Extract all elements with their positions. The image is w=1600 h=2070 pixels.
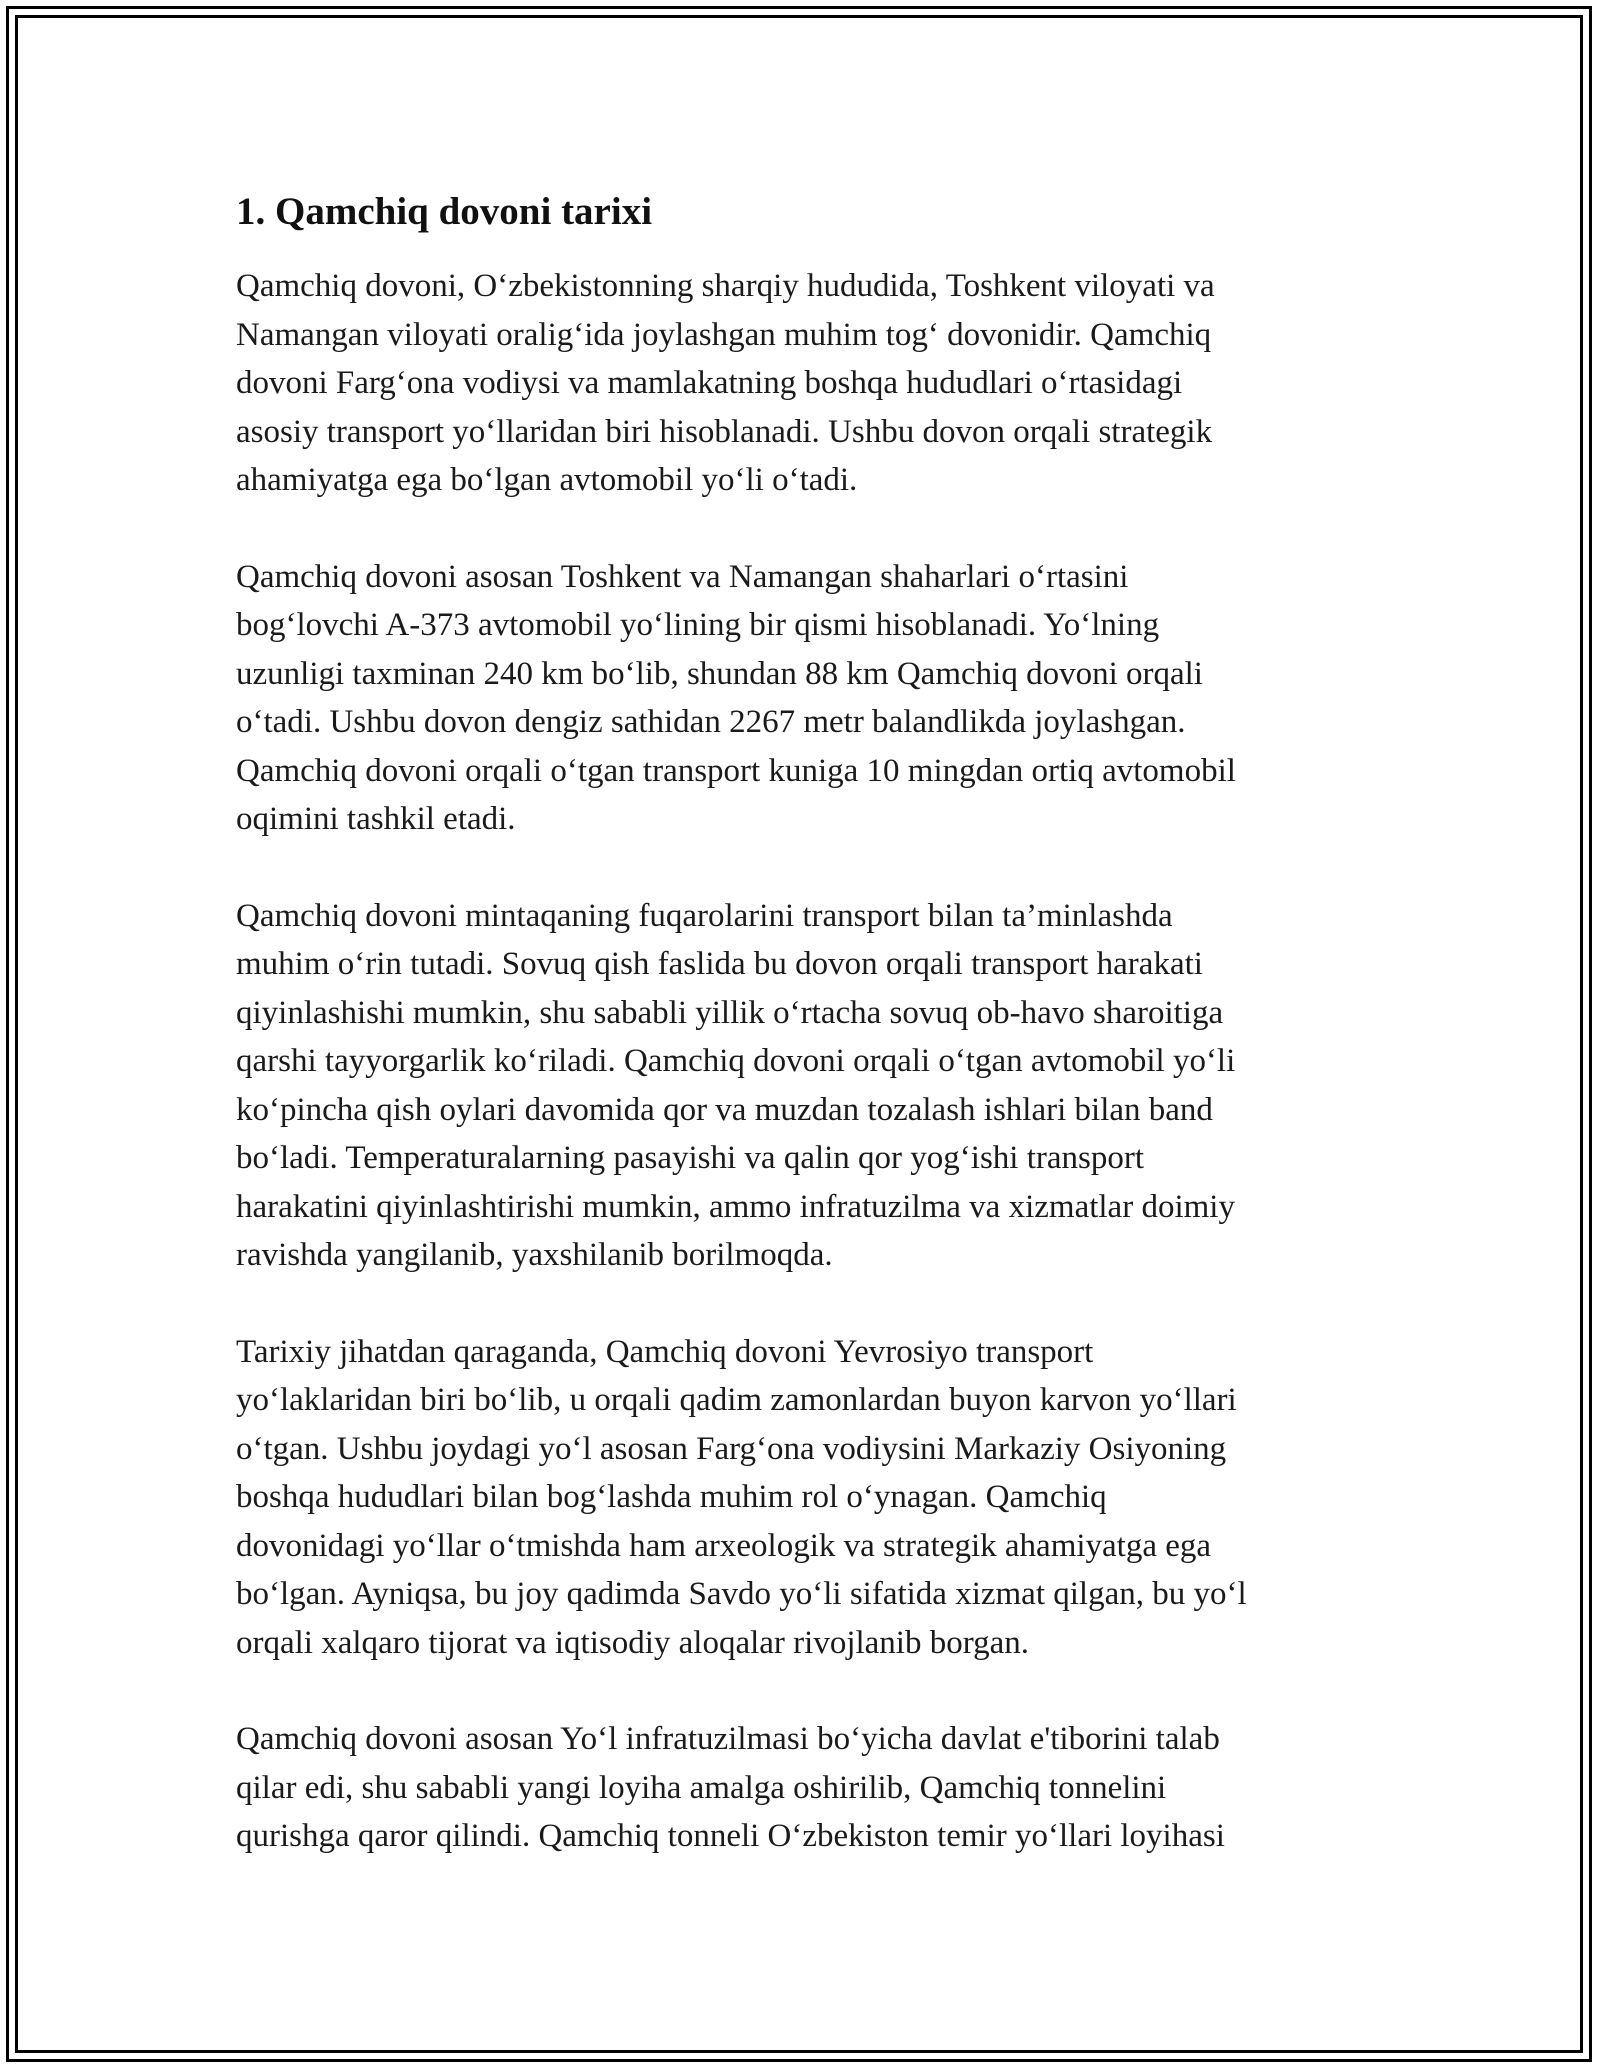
text-line: ko‘pincha qish oylari davomida qor va muzdan tozalash ishlari bilan band [236, 1091, 1213, 1128]
text-line: uzunligi taxminan 240 km bo‘lib, shundan 88 km Qamchiq dovoni orqali [236, 655, 1203, 692]
text-line: Qamchiq dovoni, O‘zbekistonning sharqiy hududida, Toshkent viloyati va [236, 268, 1215, 304]
paragraph-5 [236, 1715, 1376, 1861]
paragraph-1 [236, 262, 1376, 505]
text-line: o‘tadi. Ushbu dovon dengiz sathidan 2267 metr balandlikda joylashgan. [236, 704, 1186, 740]
text-line: qilar edi, shu sababli yangi loyiha amalga oshirilib, Qamchiq tonnelini [236, 1769, 1167, 1806]
text-line: oqimini tashkil etadi. [236, 801, 516, 837]
paragraph-4 [236, 1328, 1376, 1668]
text-line: qurishga qaror qilindi. Qamchiq tonneli O‘zbekiston temir yo‘llari loyihasi [236, 1818, 1225, 1854]
text-line: ravishda yangilanib, yaxshilanib borilmoqda. [236, 1237, 833, 1273]
text-line: bog‘lovchi A-373 avtomobil yo‘lining bir qismi hisoblanadi. Yo‘lning [236, 607, 1160, 643]
text-line: dovonidagi yo‘llar o‘tmishda ham arxeologik va strategik ahamiyatga ega [236, 1527, 1212, 1564]
text-line: dovoni Farg‘ona vodiysi va mamlakatning boshqa hududlari o‘rtasidagi [236, 365, 1183, 401]
text-line: yo‘laklaridan biri bo‘lib, u orqali qadim zamonlardan buyon karvon yo‘llari [236, 1382, 1237, 1418]
text-line: qiyinlashishi mumkin, shu sababli yillik o‘rtacha sovuq ob-havo sharoitiga [236, 994, 1224, 1031]
text-line: bo‘lgan. Ayniqsa, bu joy qadimda Savdo yo‘li sifatida xizmat qilgan, bu yo‘l [236, 1576, 1247, 1612]
text-line: muhim o‘rin tutadi. Sovuq qish faslida bu dovon orqali transport harakati [236, 946, 1203, 982]
text-line: qarshi tayyorgarlik ko‘riladi. Qamchiq dovoni orqali o‘tgan avtomobil yo‘li [236, 1043, 1236, 1079]
paragraph-3 [236, 892, 1376, 1280]
text-line: boshqa hududlari bilan bog‘lashda muhim rol o‘ynagan. Qamchiq [236, 1479, 1107, 1515]
text-line: Qamchiq dovoni asosan Yo‘l infratuzilmasi bo‘yicha davlat e'tiborini talab [236, 1721, 1220, 1757]
text-line: asosiy transport yo‘llaridan biri hisoblanadi. Ushbu dovon orqali strategik [236, 413, 1213, 450]
text-line: o‘tgan. Ushbu joydagi yo‘l asosan Farg‘ona vodiysini Markaziy Osiyoning [236, 1430, 1227, 1467]
text-line: orqali xalqaro tijorat va iqtisodiy aloqalar rivojlanib borgan. [236, 1624, 1030, 1661]
text-line: bo‘ladi. Temperaturalarning pasayishi va qalin qor yog‘ishi transport [236, 1140, 1145, 1176]
section-heading: 1. Qamchiq dovoni tarixi [236, 190, 653, 233]
text-line: Namangan viloyati oralig‘ida joylashgan muhim tog‘ dovonidir. Qamchiq [236, 316, 1212, 353]
text-line: ahamiyatga ega bo‘lgan avtomobil yo‘li o‘tadi. [236, 462, 858, 498]
text-line: Qamchiq dovoni orqali o‘tgan transport kuniga 10 mingdan ortiq avtomobil [236, 752, 1236, 789]
text-line: harakatini qiyinlashtirishi mumkin, ammo infratuzilma va xizmatlar doimiy [236, 1188, 1235, 1225]
text-line: Tarixiy jihatdan qaraganda, Qamchiq dovoni Yevrosiyo transport [236, 1333, 1094, 1370]
paragraph-2 [236, 553, 1376, 844]
text-line: Qamchiq dovoni asosan Toshkent va Namangan shaharlari o‘rtasini [236, 558, 1129, 595]
text-line: Qamchiq dovoni mintaqaning fuqarolarini transport bilan ta’minlashda [236, 897, 1173, 934]
document-body [236, 186, 1376, 1909]
